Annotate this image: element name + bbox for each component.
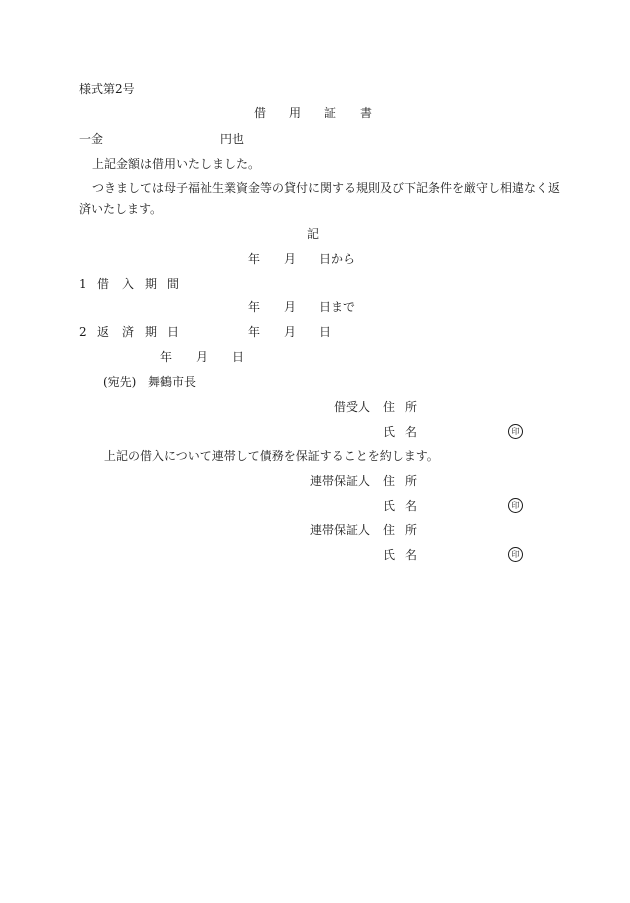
name-label-char: 氏: [383, 425, 396, 439]
item-number: 2: [79, 325, 87, 339]
ki-heading: 記: [307, 227, 320, 241]
name-label-char: 氏: [383, 548, 396, 562]
item-label-char: 済: [122, 325, 135, 339]
day-from-label: 日から: [319, 252, 356, 266]
body-line-3: 済いたします。: [79, 202, 163, 216]
item-number: 1: [79, 277, 87, 291]
addressee-prefix: (宛先): [103, 375, 137, 389]
month-label: 月: [284, 325, 297, 339]
seal-mark-icon: 印: [508, 498, 523, 513]
item-label-char: 返: [97, 325, 110, 339]
year-label: 年: [160, 350, 173, 364]
guarantee-statement: 上記の借入について連帯して債務を保証することを約します。: [104, 449, 439, 463]
day-label: 日: [319, 325, 332, 339]
title-char: 書: [360, 106, 373, 120]
day-label: 日: [232, 350, 245, 364]
guarantor-role: 連帯保証人: [310, 523, 371, 537]
address-label-char: 所: [405, 474, 418, 488]
seal-mark-icon: 印: [508, 547, 523, 562]
item-label-char: 間: [167, 277, 180, 291]
body-line-1: 上記金額は借用いたしました。: [92, 157, 261, 171]
amount-suffix: 円也: [220, 132, 245, 146]
name-label-char: 氏: [383, 499, 396, 513]
month-label: 月: [284, 300, 297, 314]
title-char: 証: [324, 106, 337, 120]
item-label-char: 期: [145, 325, 158, 339]
address-label-char: 住: [383, 400, 396, 414]
name-label-char: 名: [405, 425, 418, 439]
body-line-2: つきましては母子福祉生業資金等の貸付に関する規則及び下記条件を厳守し相違なく返: [92, 181, 561, 195]
seal-mark-icon: 印: [508, 424, 523, 439]
address-label-char: 所: [405, 400, 418, 414]
guarantor-role: 連帯保証人: [310, 474, 371, 488]
item-label-char: 日: [167, 325, 180, 339]
month-label: 月: [284, 252, 297, 266]
amount-prefix: 一金: [79, 132, 104, 146]
item-label-char: 期: [145, 277, 158, 291]
form-number: 様式第2号: [79, 82, 135, 96]
item-label-char: 入: [122, 277, 135, 291]
borrower-role: 借受人: [334, 400, 371, 414]
address-label-char: 住: [383, 474, 396, 488]
year-label: 年: [248, 300, 261, 314]
name-label-char: 名: [405, 499, 418, 513]
title-char: 用: [289, 106, 302, 120]
addressee-name: 舞鶴市長: [148, 375, 197, 389]
title-char: 借: [254, 106, 267, 120]
day-until-label: 日まで: [319, 300, 356, 314]
item-label-char: 借: [97, 277, 110, 291]
address-label-char: 所: [405, 523, 418, 537]
year-label: 年: [248, 325, 261, 339]
address-label-char: 住: [383, 523, 396, 537]
year-label: 年: [248, 252, 261, 266]
month-label: 月: [196, 350, 209, 364]
name-label-char: 名: [405, 548, 418, 562]
